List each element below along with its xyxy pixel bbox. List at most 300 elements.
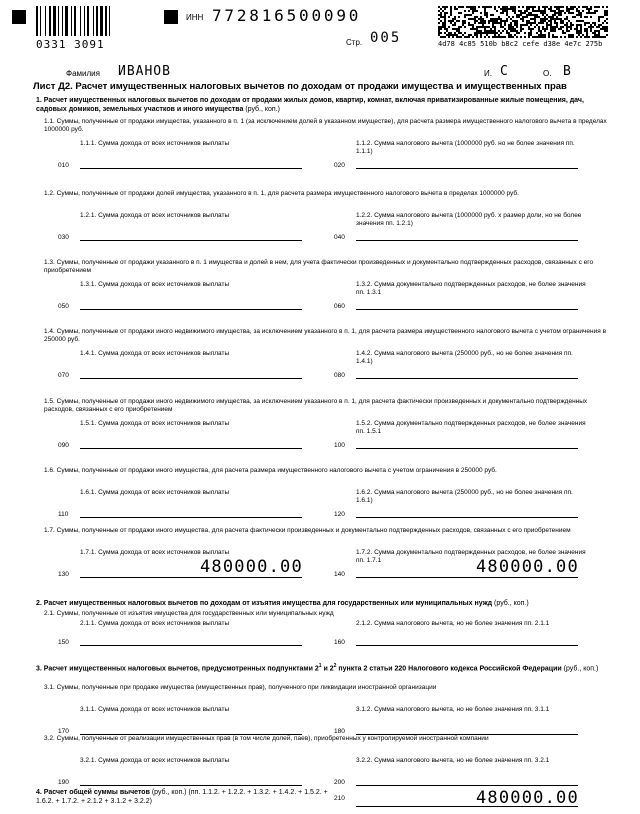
qr-module [500, 24, 502, 26]
qr-module [554, 10, 556, 12]
qr-module [514, 8, 516, 10]
qr-module [558, 28, 560, 30]
qr-module [542, 12, 544, 14]
qr-module [534, 26, 536, 28]
qr-module [474, 10, 476, 12]
qr-module [552, 30, 554, 32]
qr-module [546, 6, 548, 8]
qr-module [598, 20, 600, 22]
qr-module [508, 36, 510, 38]
qr-module [484, 14, 486, 16]
qr-module [512, 8, 514, 10]
qr-module [542, 14, 544, 16]
qr-module [458, 30, 460, 32]
qr-module [544, 10, 546, 12]
qr-module [584, 16, 586, 18]
qr-barcode [438, 6, 608, 38]
qr-module [486, 30, 488, 32]
qr-module [442, 24, 444, 26]
qr-module [600, 16, 602, 18]
qr-module [538, 36, 540, 38]
row-1-5-line-left [80, 448, 302, 449]
qr-module [506, 18, 508, 20]
row-3-1-right-label: 3.1.2. Сумма налогового вычета, но не более значения пп. 3.1.1 [356, 706, 550, 713]
code-bar [84, 6, 85, 36]
qr-module [556, 16, 558, 18]
qr-module [528, 20, 530, 22]
qr-module [516, 20, 518, 22]
qr-module [520, 14, 522, 16]
qr-module [440, 12, 442, 14]
qr-module [450, 6, 452, 8]
qr-module [586, 34, 588, 36]
row-1-5-code-left: 090 [58, 442, 69, 449]
row-3-2-line-left [80, 785, 302, 786]
qr-module [512, 16, 514, 18]
qr-module [482, 18, 484, 20]
qr-module [546, 24, 548, 26]
qr-module [592, 26, 594, 28]
qr-module [478, 30, 480, 32]
qr-module [548, 24, 550, 26]
corner-marker-top-mid [164, 10, 178, 24]
row-3-1-left-label: 3.1.1. Сумма дохода от всех источников выплаты [80, 706, 230, 713]
row-1-2-code-right: 040 [334, 234, 345, 241]
qr-module [602, 16, 604, 18]
qr-module [438, 28, 440, 30]
corner-marker-top-left [12, 10, 26, 24]
code-bar [71, 6, 72, 36]
row-1-7-left-label: 1.7.1. Сумма дохода от всех источников выплаты [80, 549, 230, 556]
qr-module [496, 32, 498, 34]
qr-module [518, 10, 520, 12]
row-1-7-right-label: 1.7.2. Сумма документально подтвержденных расходов, не более значения пп. 1.7.1 [356, 549, 586, 564]
qr-module [556, 6, 558, 8]
qr-module [456, 36, 458, 38]
section4-formula: (руб., коп.) (пп. 1.1.2. + 1.2.2. + 1.3.2. + 1.4.2. + 1.5.2. + 1.6.2. + 1.7.2. + 2.1.2 + 3.1.2 + 3.2.2) [36, 789, 328, 805]
qr-module [524, 12, 526, 14]
qr-module [504, 24, 506, 26]
qr-module [598, 6, 600, 8]
qr-module [526, 6, 528, 8]
qr-module [514, 24, 516, 26]
qr-module [500, 36, 502, 38]
qr-module [600, 36, 602, 38]
qr-module [492, 20, 494, 22]
qr-module [528, 12, 530, 14]
row-1-2-left-label: 1.2.1. Сумма дохода от всех источников выплаты [80, 212, 230, 219]
qr-module [484, 32, 486, 34]
qr-module [594, 24, 596, 26]
qr-module [584, 30, 586, 32]
qr-module [468, 6, 470, 8]
row-1-3-line-left [80, 309, 302, 310]
qr-module [546, 22, 548, 24]
row-1-4-left-label: 1.4.1. Сумма дохода от всех источников выплаты [80, 350, 230, 357]
qr-module [448, 20, 450, 22]
qr-module [500, 8, 502, 10]
qr-module [554, 12, 556, 14]
qr-module [472, 28, 474, 30]
qr-module [604, 14, 606, 16]
qr-module [484, 30, 486, 32]
qr-module [606, 30, 608, 32]
qr-module [524, 32, 526, 34]
qr-module [444, 24, 446, 26]
qr-module [460, 32, 462, 34]
qr-module [576, 36, 578, 38]
page-number: 005 [370, 30, 402, 46]
qr-module [592, 22, 594, 24]
qr-module [458, 16, 460, 18]
qr-module [604, 36, 606, 38]
qr-module [540, 18, 542, 20]
qr-module [476, 20, 478, 22]
code-bar [109, 6, 110, 36]
qr-module [470, 6, 472, 8]
qr-module [470, 24, 472, 26]
qr-module [532, 28, 534, 30]
qr-module [586, 16, 588, 18]
qr-module [500, 32, 502, 34]
qr-module [506, 14, 508, 16]
qr-module [486, 12, 488, 14]
qr-module [496, 22, 498, 24]
qr-module [594, 32, 596, 34]
qr-module [550, 24, 552, 26]
row-1-1-code-left: 010 [58, 162, 69, 169]
row-1-5-left-label: 1.5.1. Сумма дохода от всех источников выплаты [80, 420, 230, 427]
row-3-2-line-right [356, 785, 578, 786]
row-3-2-right-label: 3.2.2. Сумма налогового вычета, но не более значения пп. 3.2.1 [356, 757, 550, 764]
qr-module [576, 20, 578, 22]
qr-module [594, 34, 596, 36]
qr-module [532, 10, 534, 12]
qr-module [566, 26, 568, 28]
qr-module [460, 6, 462, 8]
qr-module [580, 24, 582, 26]
qr-module [544, 28, 546, 30]
code-bar [105, 6, 107, 36]
section3-title-c: пункта 2 статьи 220 Налогового кодекса Российской Федерации [336, 665, 562, 673]
qr-module [594, 36, 596, 38]
qr-module [512, 6, 514, 8]
row-1-4-right-label: 1.4.2. Сумма налогового вычета (250000 руб., но не более значения пп. 1.4.1) [356, 350, 573, 365]
qr-module [582, 6, 584, 8]
qr-module [472, 18, 474, 20]
qr-module [568, 10, 570, 12]
qr-module [568, 34, 570, 36]
qr-module [544, 34, 546, 36]
qr-module [516, 16, 518, 18]
qr-module [464, 26, 466, 28]
qr-module [472, 6, 474, 8]
qr-module [526, 16, 528, 18]
qr-module [452, 24, 454, 26]
qr-module [492, 36, 494, 38]
qr-module [444, 8, 446, 10]
qr-module [594, 6, 596, 8]
qr-module [480, 22, 482, 24]
qr-module [516, 30, 518, 32]
qr-module [566, 24, 568, 26]
qr-module [468, 36, 470, 38]
row-1-4-line-left [80, 378, 302, 379]
qr-module [470, 8, 472, 10]
qr-module [448, 34, 450, 36]
qr-module [532, 36, 534, 38]
qr-module [456, 20, 458, 22]
qr-module [520, 12, 522, 14]
qr-module [526, 24, 528, 26]
qr-module [564, 36, 566, 38]
section2-title-text: 2. Расчет имущественных налоговых вычетов по доходам от изъятия имущества для государственных или муниципальных нужд [36, 600, 493, 607]
qr-module [526, 14, 528, 16]
qr-module [538, 10, 540, 12]
qr-module [486, 32, 488, 34]
qr-module [472, 26, 474, 28]
qr-module [520, 26, 522, 28]
qr-module [560, 36, 562, 38]
qr-module [596, 10, 598, 12]
qr-module [530, 6, 532, 8]
qr-module [520, 36, 522, 38]
qr-module [438, 26, 440, 28]
qr-module [484, 8, 486, 10]
qr-module [574, 6, 576, 8]
qr-module [576, 28, 578, 30]
qr-module [480, 20, 482, 22]
qr-module [588, 22, 590, 24]
qr-module [502, 20, 504, 22]
qr-module [528, 22, 530, 24]
qr-module [480, 32, 482, 34]
qr-module [568, 8, 570, 10]
qr-module [468, 10, 470, 12]
qr-module [514, 34, 516, 36]
qr-module [476, 30, 478, 32]
qr-module [470, 18, 472, 20]
qr-module [532, 6, 534, 8]
qr-module [604, 20, 606, 22]
qr-module [512, 20, 514, 22]
qr-module [536, 36, 538, 38]
qr-module [566, 28, 568, 30]
qr-module [520, 30, 522, 32]
qr-module [530, 14, 532, 16]
qr-module [528, 6, 530, 8]
qr-module [516, 32, 518, 34]
qr-module [554, 18, 556, 20]
qr-module [598, 36, 600, 38]
qr-module [526, 20, 528, 22]
qr-module [450, 34, 452, 36]
qr-module [554, 30, 556, 32]
qr-module [558, 14, 560, 16]
qr-module [604, 10, 606, 12]
qr-module [548, 32, 550, 34]
section4-title [36, 788, 336, 806]
qr-module [444, 12, 446, 14]
qr-module [440, 32, 442, 34]
qr-module [466, 14, 468, 16]
qr-module [468, 34, 470, 36]
qr-module [550, 26, 552, 28]
qr-module [602, 26, 604, 28]
row-1-3-code-left: 050 [58, 303, 69, 310]
qr-module [550, 20, 552, 22]
qr-module [528, 14, 530, 16]
qr-module [538, 34, 540, 36]
qr-module [494, 22, 496, 24]
qr-module [552, 14, 554, 16]
row-2-line-right [356, 645, 578, 646]
qr-module [514, 10, 516, 12]
qr-module [558, 8, 560, 10]
qr-module [454, 28, 456, 30]
qr-module [566, 16, 568, 18]
qr-module [560, 18, 562, 20]
initial-o-value: В [563, 64, 571, 79]
qr-module [598, 34, 600, 36]
qr-module [474, 32, 476, 34]
code-bar [36, 6, 38, 36]
qr-module [492, 30, 494, 32]
qr-module [512, 26, 514, 28]
qr-module [492, 26, 494, 28]
qr-module [440, 26, 442, 28]
qr-module [506, 30, 508, 32]
code-bar [49, 6, 51, 36]
qr-module [602, 28, 604, 30]
qr-module [472, 8, 474, 10]
qr-module [468, 22, 470, 24]
qr-module [580, 14, 582, 16]
inn-label: ИНН [186, 13, 204, 22]
qr-module [548, 8, 550, 10]
qr-module [446, 12, 448, 14]
qr-module [550, 8, 552, 10]
qr-module [496, 36, 498, 38]
qr-module [554, 14, 556, 16]
qr-module [546, 14, 548, 16]
qr-module [582, 34, 584, 36]
qr-module [550, 16, 552, 18]
row-1-7-value-right[interactable]: 480000.00 [476, 557, 579, 577]
qr-module [444, 22, 446, 24]
row-1-6-desc: 1.6. Суммы, полученные от продажи иного имущества, для расчета размера имущественного налогового вычета с учетом ограничения в 250000 руб. [44, 467, 497, 474]
row-3-1-desc: 3.1. Суммы, полученные при продаже имущества (имущественных прав), полученного при ликвидации иностранной организации [44, 684, 437, 691]
qr-module [514, 22, 516, 24]
qr-module [578, 12, 580, 14]
row-4-value[interactable]: 480000.00 [476, 788, 579, 808]
qr-module [446, 34, 448, 36]
row-1-4-code-left: 070 [58, 372, 69, 379]
qr-module [588, 12, 590, 14]
qr-module [590, 16, 592, 18]
qr-module [548, 36, 550, 38]
qr-module [596, 30, 598, 32]
qr-module [556, 12, 558, 14]
section3-title-suffix: (руб., коп.) [561, 665, 599, 673]
qr-module [576, 8, 578, 10]
qr-module [606, 26, 608, 28]
code-bar [45, 6, 46, 36]
qr-module [568, 20, 570, 22]
row-4-code: 210 [334, 795, 345, 802]
row-1-7-code-left: 130 [58, 571, 69, 578]
qr-module [586, 36, 588, 38]
qr-module [444, 18, 446, 20]
qr-module [558, 6, 560, 8]
qr-module [480, 16, 482, 18]
qr-module [456, 34, 458, 36]
page-label: Стр. [346, 38, 363, 47]
row-1-2-line-right [356, 240, 578, 241]
qr-module [460, 36, 462, 38]
qr-module [554, 26, 556, 28]
qr-module [562, 32, 564, 34]
qr-module [556, 8, 558, 10]
qr-module [484, 20, 486, 22]
qr-module [532, 14, 534, 16]
qr-module [586, 8, 588, 10]
qr-module [576, 30, 578, 32]
qr-module [482, 32, 484, 34]
row-2-1-2-label: 2.1.2. Сумма налогового вычета, но не более значения пп. 2.1.1 [356, 620, 550, 627]
qr-module [516, 24, 518, 26]
qr-module [542, 18, 544, 20]
qr-module [560, 10, 562, 12]
qr-module [542, 6, 544, 8]
initial-o-label: О. [543, 69, 552, 78]
qr-module [484, 22, 486, 24]
row-1-3-left-label: 1.3.1. Сумма дохода от всех источников выплаты [80, 281, 230, 288]
qr-module [490, 18, 492, 20]
qr-module [544, 18, 546, 20]
qr-module [454, 16, 456, 18]
qr-module [518, 14, 520, 16]
initial-i-value: С [500, 64, 508, 79]
qr-module [474, 28, 476, 30]
doc-code-text: 0331 3091 [36, 38, 105, 51]
qr-module [540, 34, 542, 36]
qr-module [442, 36, 444, 38]
qr-module [518, 32, 520, 34]
inn-value: 772816500090 [212, 6, 362, 25]
row-1-7-line-left [80, 577, 302, 578]
qr-module [598, 32, 600, 34]
qr-module [492, 14, 494, 16]
qr-module [554, 20, 556, 22]
qr-module [494, 30, 496, 32]
qr-module [438, 10, 440, 12]
row-1-7-value-left[interactable]: 480000.00 [200, 557, 303, 577]
qr-module [544, 36, 546, 38]
row-1-6-line-left [80, 517, 302, 518]
qr-module [438, 14, 440, 16]
qr-module [462, 20, 464, 22]
qr-module [474, 8, 476, 10]
qr-module [548, 20, 550, 22]
qr-module [446, 30, 448, 32]
code-bar [100, 6, 103, 36]
row-2-code-left: 150 [58, 639, 69, 646]
qr-module [488, 6, 490, 8]
qr-module [552, 16, 554, 18]
qr-module [550, 6, 552, 8]
qr-module [556, 26, 558, 28]
